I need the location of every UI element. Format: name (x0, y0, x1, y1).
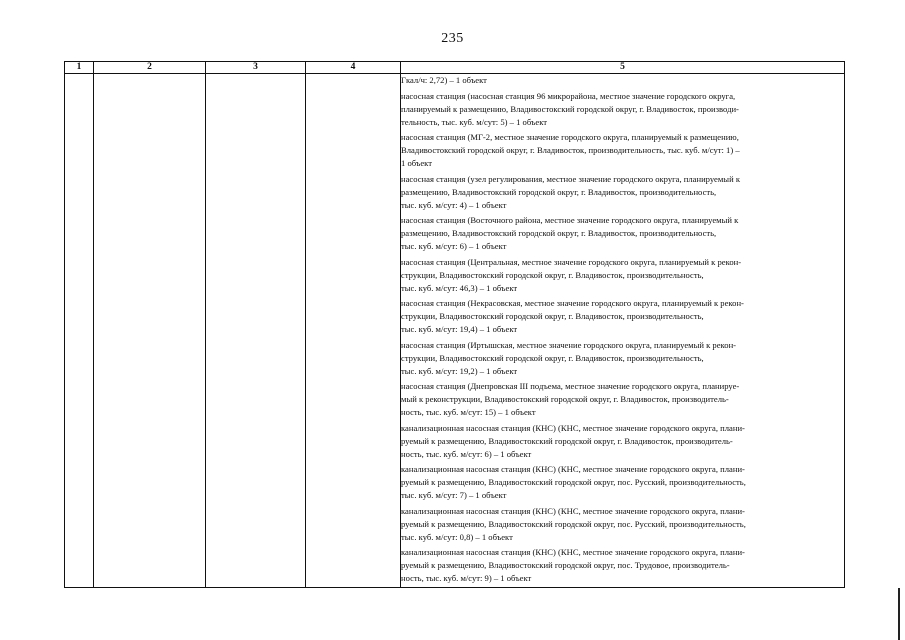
table-row (65, 74, 845, 588)
cell-col-3 (206, 74, 306, 588)
table-header-row (65, 62, 845, 74)
list-item: насосная станция (узел регулирования, местное значение городского округа, планируемый к размещению, Владивостокский городской округ, г. Владивосток, производительность, тыс. куб. м/сут: 4) – 1 объект (401, 173, 740, 210)
cell-col-5 (401, 74, 845, 588)
list-item: насосная станция (Некрасовская, местное значение городского округа, планируемый к рекон- струкции, Владивостокский городской округ, г. Владивосток, производительность, тыс. куб. м/сут: 19,4) – 1 объект (401, 298, 744, 334)
page-number: 235 (441, 31, 464, 46)
list-item: Гкал/ч: 2,72) – 1 объект (401, 75, 487, 85)
list-item: канализационная насосная станция (КНС) (КНС, местное значение городского округа, плани- руемый к размещению, Владивостокский городской округ, пос. Русский, производительность, тыс. куб. м/сут: 7) – 1 объект (401, 464, 746, 500)
list-item: канализационная насосная станция (КНС) (КНС, местное значение городского округа, плани- руемый к размещению, Владивостокский городской округ, г. Владивосток, производитель- ность, тыс. куб. м/сут: 6) – 1 объект (401, 422, 745, 459)
column-header-2: 2 (94, 62, 206, 74)
column-header-1: 1 (65, 62, 94, 74)
cell-col-1 (65, 74, 94, 588)
list-item: насосная станция (МГ-2, местное значение городского округа, планируемый к размещению, Владивостокский городской округ, г. Владивосток, производительность, тыс. куб. м/сут: 1) – 1 объект (401, 132, 740, 168)
column-header-3: 3 (206, 62, 306, 74)
list-item: насосная станция (Иртышская, местное значение городского округа, планируемый к рекон- струкции, Владивостокский городской округ, г. Владивосток, производительность, тыс. куб. м/сут: 19,2) – 1 объект (401, 339, 737, 376)
cell-col-2 (94, 74, 206, 588)
list-item: насосная станция (Центральная, местное значение городского округа, планируемый к рекон- струкции, Владивостокский городской округ, г. Владивосток, производительность, тыс. куб. м/сут: 46,3) – 1 объект (401, 256, 742, 293)
column-header-5: 5 (401, 62, 845, 74)
document-table (64, 61, 845, 588)
list-item: насосная станция (Днепровская III подъема, местное значение городского округа, планируе- мый к реконструкции, Владивостокский городской округ, г. Владивосток, производитель- ность, тыс. куб. м/сут: 15) – 1 объект (401, 381, 740, 417)
list-item: канализационная насосная станция (КНС) (КНС, местное значение городского округа, плани- руемый к размещению, Владивостокский городской округ, пос. Русский, производительность, тыс. куб. м/сут: 0,8) – 1 объект (401, 505, 746, 542)
cell-col-4 (306, 74, 401, 588)
scan-edge-mark (898, 588, 900, 640)
column-header-4: 4 (306, 62, 401, 74)
list-item: канализационная насосная станция (КНС) (КНС, местное значение городского округа, плани- руемый к размещению, Владивостокский городской округ, пос. Трудовое, производитель- ность, тыс. куб. м/сут: 9) – 1 объект (401, 547, 745, 583)
list-item: насосная станция (Восточного района, местное значение городского округа, планируемый к размещению, Владивостокский городской округ, г. Владивосток, производительность, тыс. куб. м/сут: 6) – 1 объект (401, 215, 739, 251)
list-item: насосная станция (насосная станция 96 микрорайона, местное значение городского округа, планируемый к размещению, Владивостокский городской округ, г. Владивосток, производи- тельность, тыс. куб. м/сут: 5) – 1 объект (401, 90, 739, 127)
